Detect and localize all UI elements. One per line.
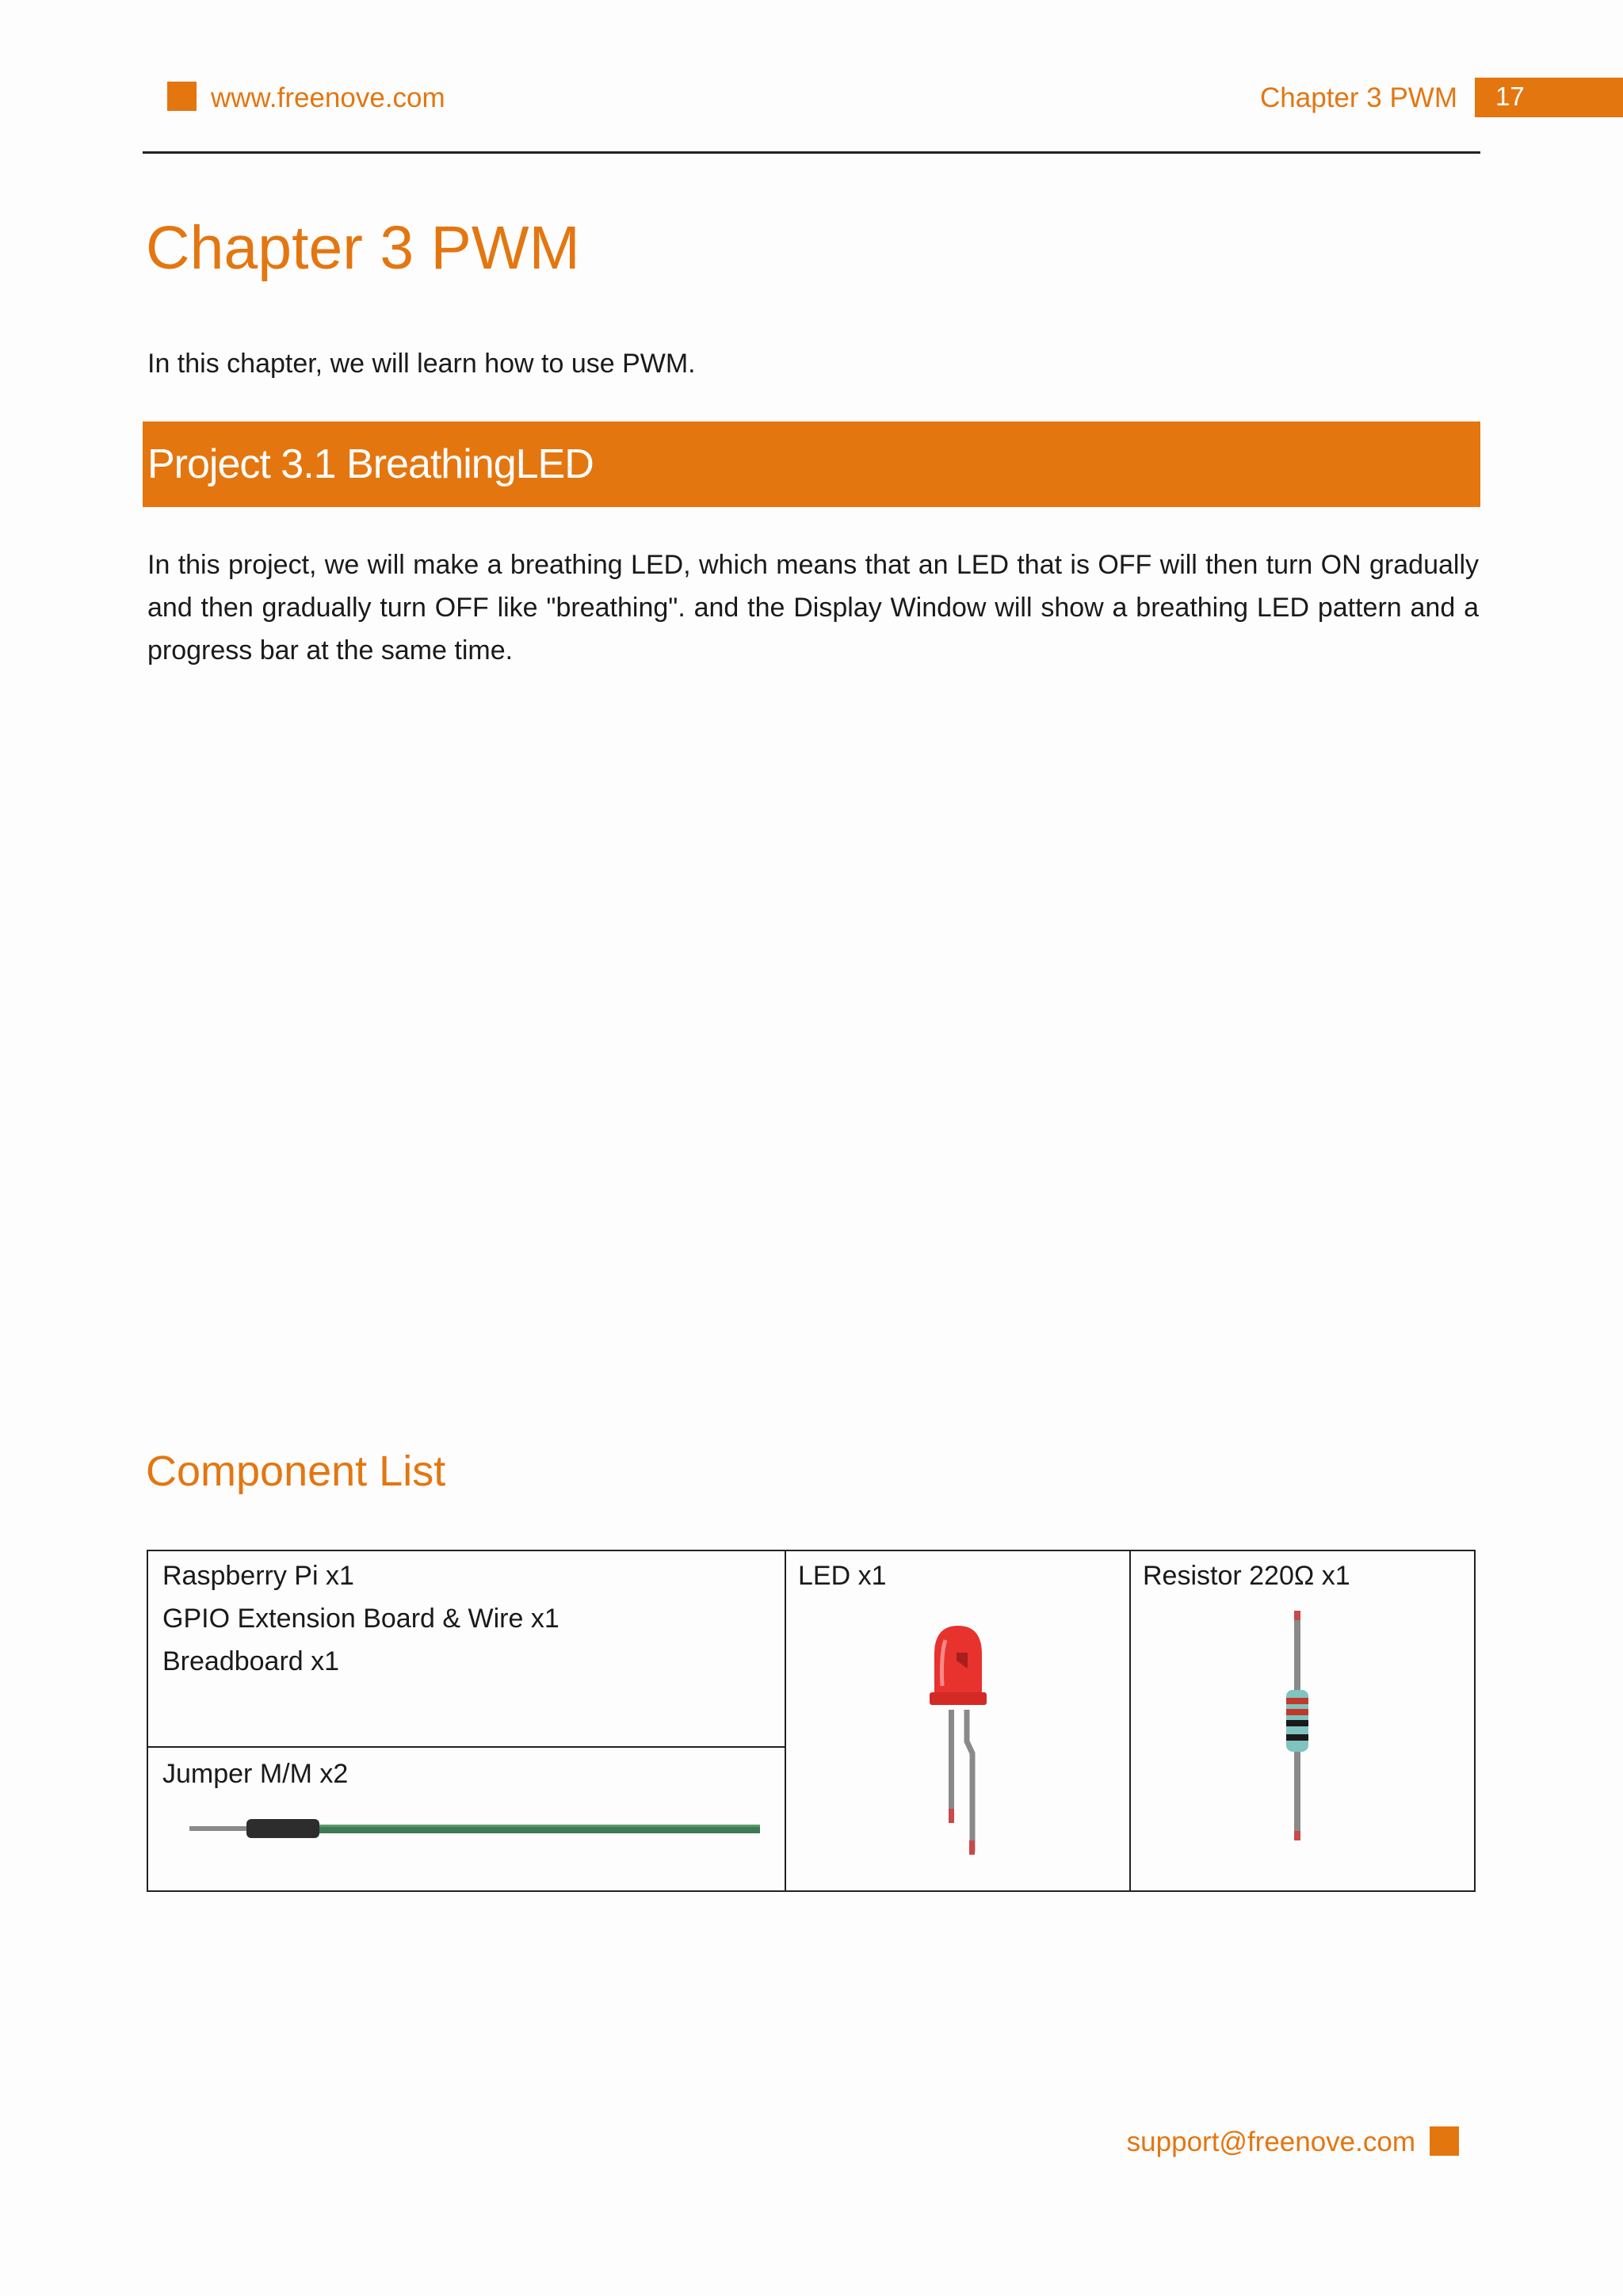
table-divider-2 — [1129, 1551, 1131, 1890]
component-gpio-board: GPIO Extension Board & Wire x1 — [162, 1604, 559, 1634]
footer-square-icon — [1430, 2126, 1459, 2156]
project-description: In this project, we will make a breathing LED, which means that an LED that is OFF will then turn ON gradually and then gradually turn OFF like "breathing". and the Display Window will show a breathing LED pattern and a progress bar at the same time. — [147, 550, 1479, 666]
component-raspberry-pi: Raspberry Pi x1 — [162, 1561, 354, 1591]
component-led: LED x1 — [798, 1561, 887, 1591]
chapter-title: Chapter 3 PWM — [146, 214, 580, 282]
component-resistor: Resistor 220Ω x1 — [1143, 1561, 1350, 1591]
page-number: 17 — [1495, 82, 1525, 111]
page-number-badge — [1475, 78, 1623, 117]
footer-email: support@freenove.com — [1126, 2126, 1415, 2157]
resistor-icon — [1281, 1611, 1313, 1840]
jumper-wire-icon — [189, 1817, 760, 1840]
project-title: Project 3.1 BreathingLED — [147, 441, 594, 487]
component-jumper: Jumper M/M x2 — [162, 1759, 349, 1789]
chapter-intro: In this chapter, we will learn how to use PWM. — [147, 349, 696, 379]
component-table — [147, 1550, 1476, 1892]
header-website: www.freenove.com — [211, 82, 445, 113]
project-banner — [143, 421, 1480, 507]
header-divider — [143, 151, 1480, 154]
header-chapter: Chapter 3 PWM — [1260, 82, 1457, 113]
component-list-title: Component List — [146, 1447, 446, 1495]
led-icon — [925, 1623, 996, 1868]
header-square-icon — [167, 82, 197, 111]
table-row-divider — [148, 1746, 785, 1748]
table-divider-1 — [785, 1551, 786, 1890]
component-breadboard: Breadboard x1 — [162, 1646, 340, 1676]
